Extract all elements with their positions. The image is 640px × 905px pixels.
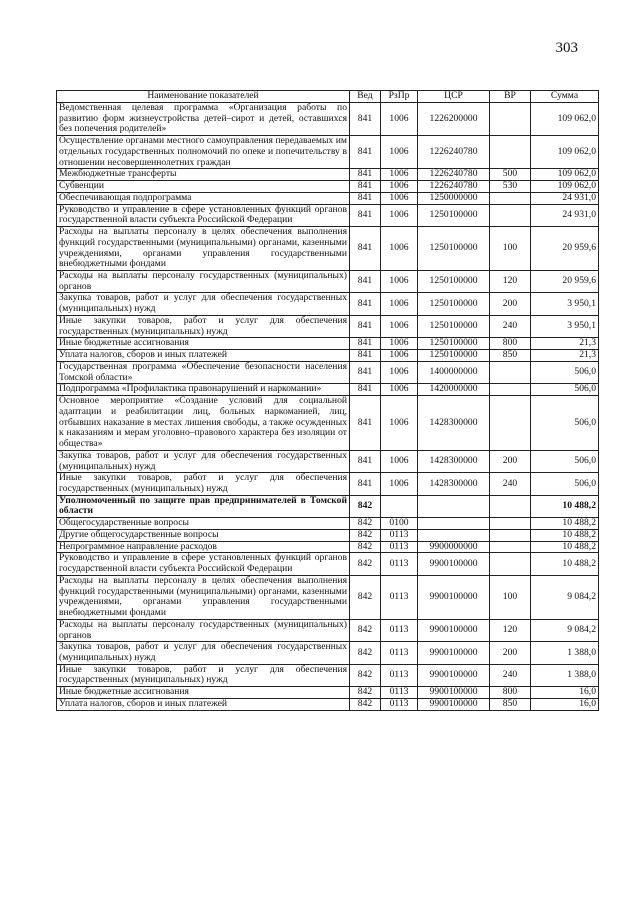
cell-ved: 841 [350,338,381,350]
cell-ved: 842 [350,495,381,517]
cell-rzpr: 1006 [381,103,418,136]
cell-sum: 109 062,0 [531,103,599,136]
table-row [57,698,599,710]
cell-rzpr: 1006 [381,350,418,362]
cell-csr: 9900100000 [418,553,490,575]
cell-sum: 1 388,0 [531,642,599,664]
cell-rzpr: 1006 [381,473,418,495]
cell-sum: 506,0 [531,361,599,383]
cell-rzpr: 1006 [381,293,418,315]
cell-csr: 1250100000 [418,293,490,315]
cell-rzpr: 1006 [381,384,418,396]
table-header-row [57,91,599,103]
table-row [57,384,599,396]
table-row [57,687,599,699]
cell-rzpr: 0113 [381,642,418,664]
cell-csr: 1428300000 [418,473,490,495]
cell-sum: 506,0 [531,450,599,472]
cell-ved: 842 [350,529,381,541]
cell-name: Общегосударственные вопросы [57,518,350,530]
cell-vr: 850 [490,350,531,362]
cell-name: Уплата налогов, сборов и иных платежей [57,350,350,362]
cell-rzpr: 1006 [381,192,418,204]
cell-sum: 10 488,2 [531,529,599,541]
cell-ved: 842 [350,518,381,530]
cell-ved: 842 [350,619,381,641]
cell-csr: 9900100000 [418,642,490,664]
cell-sum: 20 959,6 [531,227,599,271]
cell-rzpr: 1006 [381,338,418,350]
cell-name: Ведомственная целевая программа «Организация работы по развитию форм жизнеустройства детей–сирот и детей, оставшихся без попечения родителей» [57,103,350,136]
table-row [57,575,599,619]
cell-rzpr: 0113 [381,541,418,553]
cell-ved: 842 [350,541,381,553]
cell-vr [490,384,531,396]
cell-vr: 800 [490,687,531,699]
cell-vr [490,103,531,136]
cell-name: Иные бюджетные ассигнования [57,687,350,699]
table-row [57,473,599,495]
cell-name: Закупка товаров, работ и услуг для обеспечения государственных (муниципальных) нужд [57,293,350,315]
table-row [57,361,599,383]
cell-name: Основное мероприятие «Создание условий для социальной адаптации и реабилитации лиц, больных наркоманией, лиц, отбывших наказание в местах лишения свободы, а также осужденных к наказаниям и мерам уголовно–правового характера без изоляции от общества» [57,396,350,451]
cell-ved: 841 [350,204,381,226]
cell-name: Уплата налогов, сборов и иных платежей [57,698,350,710]
cell-ved: 841 [350,473,381,495]
table-row [57,293,599,315]
cell-rzpr: 0100 [381,518,418,530]
table-row [57,450,599,472]
table-row [57,529,599,541]
table-row [57,271,599,293]
cell-ved: 841 [350,450,381,472]
cell-name: Иные бюджетные ассигнования [57,338,350,350]
table-row [57,181,599,193]
table-row [57,315,599,337]
cell-sum: 506,0 [531,473,599,495]
table-row [57,664,599,686]
cell-rzpr: 0113 [381,553,418,575]
cell-vr [490,192,531,204]
cell-ved: 842 [350,698,381,710]
cell-rzpr: 0113 [381,664,418,686]
cell-sum: 24 931,0 [531,204,599,226]
header-csr: ЦСР [418,91,490,103]
cell-rzpr: 1006 [381,450,418,472]
cell-sum: 16,0 [531,687,599,699]
table-row [57,192,599,204]
cell-sum: 21,3 [531,350,599,362]
cell-ved: 841 [350,384,381,396]
cell-vr: 100 [490,227,531,271]
cell-ved: 842 [350,664,381,686]
header-name: Наименование показателей [57,91,350,103]
cell-sum: 16,0 [531,698,599,710]
cell-sum: 10 488,2 [531,553,599,575]
cell-rzpr: 1006 [381,361,418,383]
cell-rzpr: 0113 [381,575,418,619]
cell-vr [490,529,531,541]
cell-csr: 1250100000 [418,227,490,271]
cell-rzpr: 1006 [381,136,418,169]
cell-sum: 1 388,0 [531,664,599,686]
cell-name: Расходы на выплаты персоналу государственных (муниципальных) органов [57,271,350,293]
table-row [57,541,599,553]
cell-sum: 109 062,0 [531,169,599,181]
cell-rzpr: 1006 [381,181,418,193]
cell-sum: 3 950,1 [531,315,599,337]
cell-ved: 841 [350,169,381,181]
page-number: 303 [555,40,578,56]
table-row [57,103,599,136]
table-row [57,136,599,169]
header-sum: Сумма [531,91,599,103]
cell-ved: 841 [350,271,381,293]
header-vr: ВР [490,91,531,103]
cell-csr: 1420000000 [418,384,490,396]
table-row [57,495,599,517]
cell-name: Закупка товаров, работ и услуг для обеспечения государственных (муниципальных) нужд [57,642,350,664]
cell-vr: 200 [490,293,531,315]
cell-name: Непрограммное направление расходов [57,541,350,553]
cell-ved: 841 [350,103,381,136]
cell-vr: 850 [490,698,531,710]
cell-csr: 1226200000 [418,103,490,136]
table-row [57,642,599,664]
cell-vr: 120 [490,271,531,293]
cell-sum: 9 084,2 [531,619,599,641]
cell-vr: 530 [490,181,531,193]
cell-name: Руководство и управление в сфере установленных функций органов государственной власти субъекта Российской Федерации [57,204,350,226]
cell-name: Подпрограмма «Профилактика правонарушений и наркомании» [57,384,350,396]
cell-csr: 1428300000 [418,450,490,472]
cell-sum: 24 931,0 [531,192,599,204]
cell-vr: 240 [490,473,531,495]
cell-sum: 20 959,6 [531,271,599,293]
cell-csr: 9900100000 [418,664,490,686]
cell-rzpr: 1006 [381,169,418,181]
cell-vr [490,518,531,530]
cell-csr: 9900100000 [418,687,490,699]
cell-vr: 120 [490,619,531,641]
cell-sum: 3 950,1 [531,293,599,315]
cell-csr [418,495,490,517]
cell-csr: 9900100000 [418,698,490,710]
cell-vr: 240 [490,664,531,686]
cell-vr: 200 [490,642,531,664]
cell-csr: 1428300000 [418,396,490,451]
table-row [57,350,599,362]
cell-rzpr: 1006 [381,396,418,451]
cell-ved: 842 [350,575,381,619]
cell-name: Иные закупки товаров, работ и услуг для обеспечения государственных (муниципальных) нужд [57,664,350,686]
cell-csr: 1400000000 [418,361,490,383]
cell-name: Осуществление органами местного самоуправления передаваемых им отдельных государственных полномочий по опеке и попечительству в отношении несовершеннолетних граждан [57,136,350,169]
cell-ved: 842 [350,687,381,699]
cell-vr [490,553,531,575]
cell-ved: 841 [350,181,381,193]
table-row [57,553,599,575]
cell-ved: 841 [350,227,381,271]
cell-csr: 9900100000 [418,575,490,619]
header-rzpr: РзПр [381,91,418,103]
cell-name: Субвенции [57,181,350,193]
cell-sum: 9 084,2 [531,575,599,619]
cell-csr: 1226240780 [418,169,490,181]
cell-sum: 10 488,2 [531,541,599,553]
cell-ved: 841 [350,293,381,315]
cell-ved: 841 [350,136,381,169]
cell-vr [490,361,531,383]
cell-vr: 800 [490,338,531,350]
cell-name: Закупка товаров, работ и услуг для обеспечения государственных (муниципальных) нужд [57,450,350,472]
cell-ved: 841 [350,315,381,337]
cell-csr: 1226240780 [418,181,490,193]
cell-name: Другие общегосударственные вопросы [57,529,350,541]
header-ved: Вед [350,91,381,103]
cell-sum: 10 488,2 [531,518,599,530]
cell-vr [490,204,531,226]
table-body [57,103,599,711]
cell-csr: 1250100000 [418,271,490,293]
cell-vr: 200 [490,450,531,472]
cell-name: Расходы на выплаты персоналу в целях обеспечения выполнения функций государственными (муниципальными) органами, казенными учреждениями, органами управления государственными внебюджетными фондами [57,227,350,271]
cell-ved: 842 [350,642,381,664]
cell-sum: 506,0 [531,396,599,451]
cell-name: Расходы на выплаты персоналу в целях обеспечения выполнения функций государственными (муниципальными) органами, казенными учреждениями, органами управления государственными внебюджетными фондами [57,575,350,619]
cell-rzpr: 0113 [381,698,418,710]
cell-vr [490,396,531,451]
cell-rzpr: 1006 [381,315,418,337]
cell-csr [418,518,490,530]
cell-rzpr: 0113 [381,687,418,699]
table-row [57,619,599,641]
cell-rzpr: 1006 [381,271,418,293]
cell-rzpr: 0113 [381,529,418,541]
cell-ved: 841 [350,350,381,362]
cell-vr [490,495,531,517]
table-row [57,338,599,350]
cell-rzpr [381,495,418,517]
cell-ved: 841 [350,192,381,204]
cell-csr: 9900000000 [418,541,490,553]
cell-sum: 109 062,0 [531,181,599,193]
cell-rzpr: 1006 [381,227,418,271]
cell-csr: 1226240780 [418,136,490,169]
cell-csr: 1250100000 [418,350,490,362]
cell-vr [490,136,531,169]
cell-csr [418,529,490,541]
cell-name: Обеспечивающая подпрограмма [57,192,350,204]
cell-ved: 841 [350,396,381,451]
cell-rzpr: 1006 [381,204,418,226]
cell-csr: 1250100000 [418,204,490,226]
cell-sum: 10 488,2 [531,495,599,517]
cell-name: Расходы на выплаты персоналу государственных (муниципальных) органов [57,619,350,641]
cell-csr: 1250100000 [418,315,490,337]
cell-vr: 500 [490,169,531,181]
cell-ved: 842 [350,553,381,575]
cell-sum: 109 062,0 [531,136,599,169]
cell-name: Государственная программа «Обеспечение безопасности населения Томской области» [57,361,350,383]
cell-sum: 506,0 [531,384,599,396]
cell-csr: 9900100000 [418,619,490,641]
table-row [57,518,599,530]
cell-sum: 21,3 [531,338,599,350]
cell-csr: 1250100000 [418,338,490,350]
cell-ved: 841 [350,361,381,383]
cell-name: Межбюджетные трансферты [57,169,350,181]
cell-vr: 100 [490,575,531,619]
budget-table [56,90,599,711]
cell-vr: 240 [490,315,531,337]
table-row [57,396,599,451]
cell-rzpr: 0113 [381,619,418,641]
cell-name: Иные закупки товаров, работ и услуг для обеспечения государственных (муниципальных) нужд [57,315,350,337]
cell-name: Иные закупки товаров, работ и услуг для обеспечения государственных (муниципальных) нужд [57,473,350,495]
cell-name: Уполномоченный по защите прав предпринимателей в Томской области [57,495,350,517]
table-row [57,204,599,226]
cell-csr: 1250000000 [418,192,490,204]
cell-vr [490,541,531,553]
table-row [57,169,599,181]
cell-name: Руководство и управление в сфере установленных функций органов государственной власти субъекта Российской Федерации [57,553,350,575]
table-row [57,227,599,271]
